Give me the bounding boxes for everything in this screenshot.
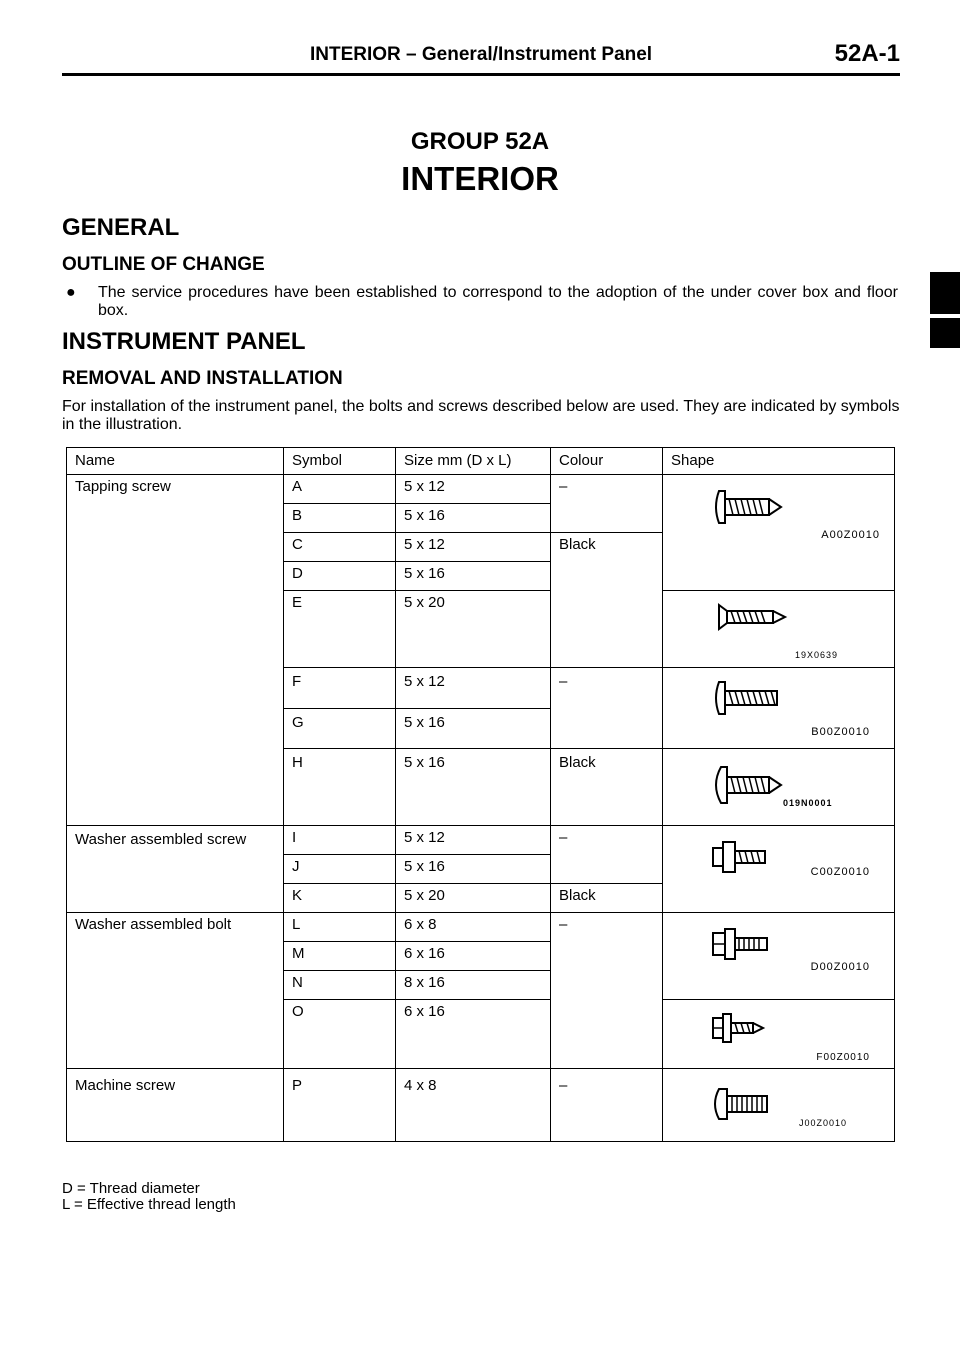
shape-code: F00Z0010 [816,1052,870,1063]
colour-cell: – [551,668,663,749]
shape-cell [663,749,895,826]
machine-screw-icon [711,1087,775,1121]
symbol-cell: M [284,942,396,971]
bullet-dot: ● [66,284,76,301]
symbol-cell: H [284,749,396,826]
washer-bolt-short-icon [711,1012,767,1044]
table-row [67,913,895,942]
colour-cell: Black [551,749,663,826]
size-cell: 5 x 12 [396,826,551,855]
intro-text: For installation of the instrument panel, the bolts and screws described below are used. They are indicated by symbols in the illustration. [62,398,900,433]
size-cell: 5 x 16 [396,708,551,749]
column-header: Name [67,448,284,475]
symbol-cell: O [284,1000,396,1069]
symbol-cell: F [284,668,396,709]
column-header: Shape [663,448,895,475]
header-title: INTERIOR – General/Instrument Panel [310,44,653,65]
shape-code: A00Z0010 [821,529,880,541]
colour-cell: – [551,1069,663,1142]
outline-heading: OUTLINE OF CHANGE [62,254,265,275]
size-cell: 6 x 8 [396,913,551,942]
table-header-row [67,448,895,475]
size-cell: 6 x 16 [396,942,551,971]
tapping-screw-flat-icon [715,601,789,633]
size-cell: 6 x 16 [396,1000,551,1069]
washer-screw-icon [711,840,775,874]
symbol-cell: C [284,533,396,562]
page-number: 52A-1 [834,40,900,67]
size-cell: 5 x 16 [396,504,551,533]
colour-cell: Black [551,533,663,668]
symbol-cell: A [284,475,396,504]
colour-cell: – [551,826,663,884]
shape-code: D00Z0010 [810,961,870,973]
size-cell: 8 x 16 [396,971,551,1000]
column-header: Symbol [284,448,396,475]
colour-cell: – [551,913,663,1069]
symbol-cell: L [284,913,396,942]
header-rule [62,73,900,76]
tapping-screw-pan-icon [711,487,785,527]
symbol-cell: P [284,1069,396,1142]
symbol-cell: K [284,884,396,913]
fastener-name: Washer assembled screw [67,826,284,913]
symbol-cell: J [284,855,396,884]
column-header: Size mm (D x L) [396,448,551,475]
shape-code: J00Z0010 [799,1118,848,1128]
shape-cell [663,668,895,749]
size-cell: 5 x 16 [396,855,551,884]
index-tab-mark [930,318,960,348]
group-number: GROUP 52A [410,128,550,155]
shape-code: C00Z0010 [810,866,870,878]
table-row [67,1069,895,1142]
group-title: INTERIOR [401,160,559,197]
washer-bolt-icon [711,927,775,961]
size-cell: 5 x 12 [396,533,551,562]
shape-code: 019N0001 [783,798,833,808]
shape-cell [663,1000,895,1069]
removal-heading: REMOVAL AND INSTALLATION [62,368,343,389]
symbol-cell: G [284,708,396,749]
table-row [67,826,895,855]
symbol-cell: I [284,826,396,855]
shape-code: B00Z0010 [811,726,870,738]
shape-cell [663,591,895,668]
shape-cell [663,826,895,913]
size-cell: 5 x 20 [396,591,551,668]
size-cell: 4 x 8 [396,1069,551,1142]
symbol-cell: E [284,591,396,668]
shape-cell [663,475,895,591]
symbol-cell: D [284,562,396,591]
index-tab-mark [930,272,960,314]
fastener-table [66,447,895,1142]
fastener-name: Tapping screw [67,475,284,826]
bullet-text: The service procedures have been established to correspond to the adoption of the under cover box and floor box. [98,284,898,319]
instrument-panel-heading: INSTRUMENT PANEL [62,328,306,355]
size-cell: 5 x 16 [396,749,551,826]
size-cell: 5 x 12 [396,475,551,504]
symbol-cell: B [284,504,396,533]
colour-cell: Black [551,884,663,913]
tapping-screw-round-icon [711,763,785,807]
fastener-name: Washer assembled bolt [67,913,284,1069]
column-header: Colour [551,448,663,475]
symbol-cell: N [284,971,396,1000]
colour-cell: – [551,475,663,533]
tapping-screw-truss-icon [711,678,785,718]
shape-cell [663,1069,895,1142]
size-cell: 5 x 20 [396,884,551,913]
table-row [67,475,895,504]
footnote-l: L = Effective thread length [62,1196,236,1213]
shape-code: 19X0639 [795,650,839,660]
shape-cell [663,913,895,1000]
general-heading: GENERAL [62,214,180,241]
fastener-name: Machine screw [67,1069,284,1142]
size-cell: 5 x 16 [396,562,551,591]
footnote-d: D = Thread diameter [62,1180,200,1197]
size-cell: 5 x 12 [396,668,551,709]
page-header [62,36,900,72]
